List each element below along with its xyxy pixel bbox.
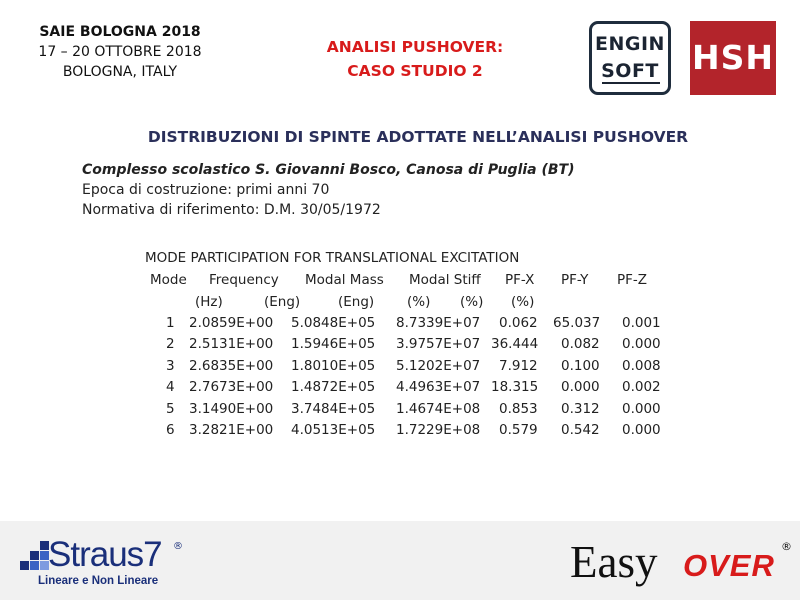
pf-x-value: 0.062 bbox=[499, 315, 538, 331]
pf-z-value: 0.002 bbox=[622, 379, 661, 396]
slide-title-line1: ANALISI PUSHOVER: bbox=[326, 38, 504, 56]
straus7-wordmark: Straus7 bbox=[48, 535, 162, 574]
project-norm: Normativa di riferimento: D.M. 30/05/1972 bbox=[82, 202, 381, 218]
easyover-registered-mark: ® bbox=[781, 540, 792, 553]
pf-y-value: 65.037 bbox=[553, 315, 601, 331]
mode-number: 6 bbox=[166, 422, 175, 438]
enginsoft-logo-line2: SOFT bbox=[601, 60, 659, 82]
enginsoft-logo-underline bbox=[602, 82, 660, 84]
unit-eng-mass: (Eng) bbox=[264, 294, 301, 310]
header-modal-mass: Modal Mass bbox=[305, 272, 384, 288]
unit-eng-stiff: (Eng) bbox=[338, 294, 375, 310]
header-pf-z: PF-Z bbox=[617, 272, 648, 288]
modal-mass-value: 1.5946E+05 bbox=[291, 336, 376, 353]
table-caption: MODE PARTICIPATION FOR TRANSLATIONAL EXCITATION bbox=[145, 250, 520, 266]
mode-number: 5 bbox=[166, 400, 175, 417]
straus7-registered-mark: ® bbox=[173, 541, 183, 552]
frequency-value: 2.6835E+00 bbox=[189, 357, 274, 374]
pf-z-value: 0.008 bbox=[622, 357, 661, 374]
modal-mass-value: 4.0513E+05 bbox=[291, 422, 376, 438]
header-mode: Mode bbox=[150, 272, 187, 288]
frequency-value: 2.5131E+00 bbox=[189, 336, 274, 353]
slide-title-line2: CASO STUDIO 2 bbox=[347, 62, 483, 80]
modal-stiff-value: 4.4963E+07 bbox=[396, 379, 481, 396]
pf-z-value: 0.000 bbox=[622, 336, 661, 353]
mode-number: 2 bbox=[166, 336, 175, 353]
mode-number: 4 bbox=[166, 379, 175, 396]
mode-number: 1 bbox=[166, 315, 175, 331]
straus7-tagline: Lineare e Non Lineare bbox=[38, 575, 159, 587]
slide-title bbox=[280, 35, 550, 83]
project-info bbox=[82, 160, 575, 220]
modal-stiff-value: 1.7229E+08 bbox=[396, 422, 481, 438]
modal-stiff-value: 5.1202E+07 bbox=[396, 357, 481, 374]
frequency-value: 3.2821E+00 bbox=[189, 422, 274, 438]
event-name: SAIE BOLOGNA 2018 bbox=[39, 24, 201, 40]
pf-x-value: 18.315 bbox=[491, 379, 539, 396]
pf-z-value: 0.000 bbox=[622, 400, 661, 417]
unit-percent-1: (%) bbox=[407, 294, 431, 310]
frequency-value: 2.7673E+00 bbox=[189, 379, 274, 396]
pf-y-value: 0.082 bbox=[561, 336, 600, 353]
project-name: Complesso scolastico S. Giovanni Bosco, Canosa di Puglia (BT) bbox=[82, 162, 575, 178]
unit-percent-2: (%) bbox=[460, 294, 484, 310]
easyover-over-text: OVER bbox=[683, 548, 775, 583]
modal-stiff-value: 1.4674E+08 bbox=[396, 400, 481, 417]
modal-mass-value: 1.8010E+05 bbox=[291, 357, 376, 374]
unit-hz: (Hz) bbox=[195, 294, 223, 310]
modal-mass-value: 3.7484E+05 bbox=[291, 400, 376, 417]
modal-stiff-value: 8.7339E+07 bbox=[396, 315, 481, 331]
header-pf-y: PF-Y bbox=[561, 272, 589, 288]
event-dates: 17 – 20 OTTOBRE 2018 bbox=[38, 44, 202, 60]
unit-percent-3: (%) bbox=[511, 294, 535, 310]
header-pf-x: PF-X bbox=[505, 272, 535, 288]
straus7-logo bbox=[10, 535, 200, 593]
pf-x-value: 0.579 bbox=[499, 422, 538, 438]
pf-x-value: 7.912 bbox=[499, 357, 538, 374]
straus7-squares-icon bbox=[20, 541, 50, 571]
frequency-value: 3.1490E+00 bbox=[189, 400, 274, 417]
pf-y-value: 0.542 bbox=[561, 422, 600, 438]
pf-z-value: 0.001 bbox=[622, 315, 661, 331]
modal-mass-value: 1.4872E+05 bbox=[291, 379, 376, 396]
event-place: BOLOGNA, ITALY bbox=[62, 64, 178, 80]
enginsoft-logo-line1: ENGIN bbox=[595, 33, 665, 55]
pf-x-value: 0.853 bbox=[499, 400, 538, 417]
header-modal-stiff: Modal Stiff bbox=[409, 272, 481, 288]
section-heading: DISTRIBUZIONI DI SPINTE ADOTTATE NELL’ANALISI PUSHOVER bbox=[147, 128, 689, 146]
modal-mass-value: 5.0848E+05 bbox=[291, 315, 376, 331]
pf-y-value: 0.100 bbox=[561, 357, 600, 374]
event-info bbox=[20, 22, 220, 82]
hsh-logo: HSH bbox=[690, 21, 776, 95]
pf-z-value: 0.000 bbox=[622, 422, 661, 438]
easyover-logo bbox=[570, 532, 795, 592]
pf-x-value: 36.444 bbox=[491, 336, 539, 353]
easyover-easy-text: Easy bbox=[570, 537, 658, 587]
mode-number: 3 bbox=[166, 357, 175, 374]
frequency-value: 2.0859E+00 bbox=[189, 315, 274, 331]
project-epoch: Epoca di costruzione: primi anni 70 bbox=[82, 182, 330, 198]
pf-y-value: 0.000 bbox=[561, 379, 600, 396]
enginsoft-logo bbox=[589, 21, 671, 95]
pf-y-value: 0.312 bbox=[561, 400, 600, 417]
modal-stiff-value: 3.9757E+07 bbox=[396, 336, 481, 353]
header-frequency: Frequency bbox=[209, 272, 279, 288]
